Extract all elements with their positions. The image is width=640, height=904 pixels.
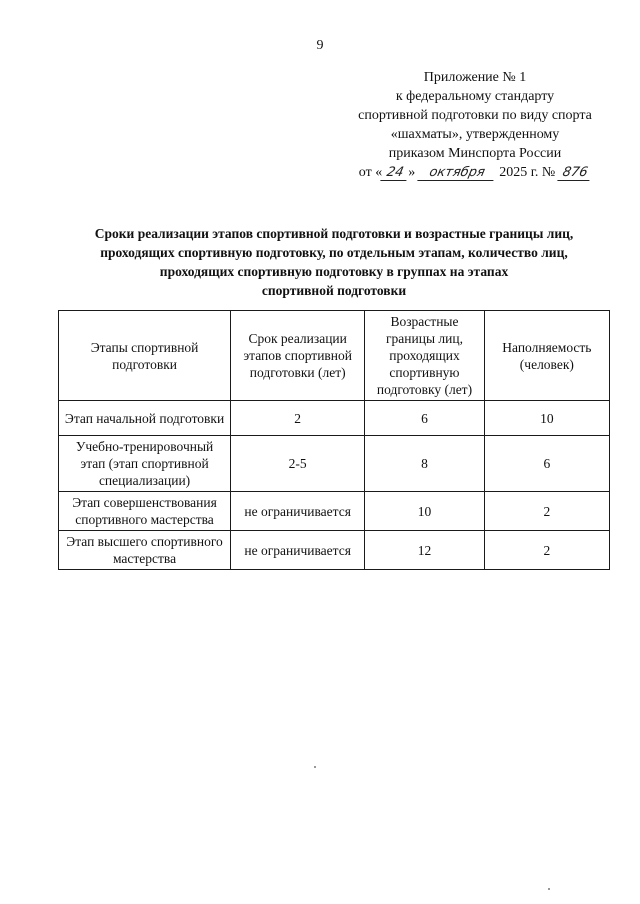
table-row xyxy=(59,492,610,531)
stages-table xyxy=(58,310,610,570)
page-number: 9 xyxy=(316,38,324,53)
appendix-line: к федеральному стандарту xyxy=(395,89,555,104)
header-stages: Этапы спортивной подготовки xyxy=(59,311,231,401)
cell-group-size: 10 xyxy=(484,401,609,436)
cell-age: 12 xyxy=(365,531,484,570)
cell-duration: не ограничивается xyxy=(231,492,365,531)
order-date-line xyxy=(330,163,620,182)
date-year: 2025 г. № xyxy=(499,165,556,180)
cell-age: 8 xyxy=(365,436,484,492)
header-group-size: Наполняемость (человек) xyxy=(484,311,609,401)
scan-speck xyxy=(548,888,550,890)
handwritten-day: 24 xyxy=(381,165,410,181)
appendix-block xyxy=(330,68,620,182)
table-row xyxy=(59,401,610,436)
handwritten-order-number: 876 xyxy=(558,165,593,181)
title-line: проходящих спортивную подготовку, по отдельным этапам, количество лиц, xyxy=(100,245,568,260)
cell-group-size: 2 xyxy=(484,492,609,531)
cell-group-size: 6 xyxy=(484,436,609,492)
cell-stage: Учебно-тренировочный этап (этап спортивной специализации) xyxy=(59,436,231,492)
title-line: проходящих спортивную подготовку в группах на этапах xyxy=(159,264,509,279)
cell-stage: Этап совершенствования спортивного мастерства xyxy=(59,492,231,531)
cell-duration: 2-5 xyxy=(231,436,365,492)
cell-age: 6 xyxy=(365,401,484,436)
document-title xyxy=(58,224,610,300)
scan-speck xyxy=(314,766,316,768)
table-header-row xyxy=(59,311,610,401)
cell-stage: Этап высшего спортивного мастерства xyxy=(59,531,231,570)
appendix-line: приказом Минспорта России xyxy=(388,146,562,161)
appendix-line: спортивной подготовки по виду спорта xyxy=(358,108,592,123)
handwritten-month: октября xyxy=(418,165,497,181)
date-middle: » xyxy=(408,165,416,180)
title-line: Сроки реализации этапов спортивной подготовки и возрастные границы лиц, xyxy=(94,226,574,241)
cell-duration: 2 xyxy=(231,401,365,436)
cell-duration: не ограничивается xyxy=(231,531,365,570)
date-prefix: от « xyxy=(358,165,383,180)
header-duration: Срок реализации этапов спортивной подготовки (лет) xyxy=(231,311,365,401)
cell-stage: Этап начальной подготовки xyxy=(59,401,231,436)
title-line: спортивной подготовки xyxy=(261,283,407,298)
appendix-line: «шахматы», утвержденному xyxy=(390,127,560,142)
table-row xyxy=(59,436,610,492)
appendix-line: Приложение № 1 xyxy=(423,70,527,85)
header-age-limits: Возрастные границы лиц, проходящих спортивную подготовку (лет) xyxy=(365,311,484,401)
cell-group-size: 2 xyxy=(484,531,609,570)
cell-age: 10 xyxy=(365,492,484,531)
table-row xyxy=(59,531,610,570)
